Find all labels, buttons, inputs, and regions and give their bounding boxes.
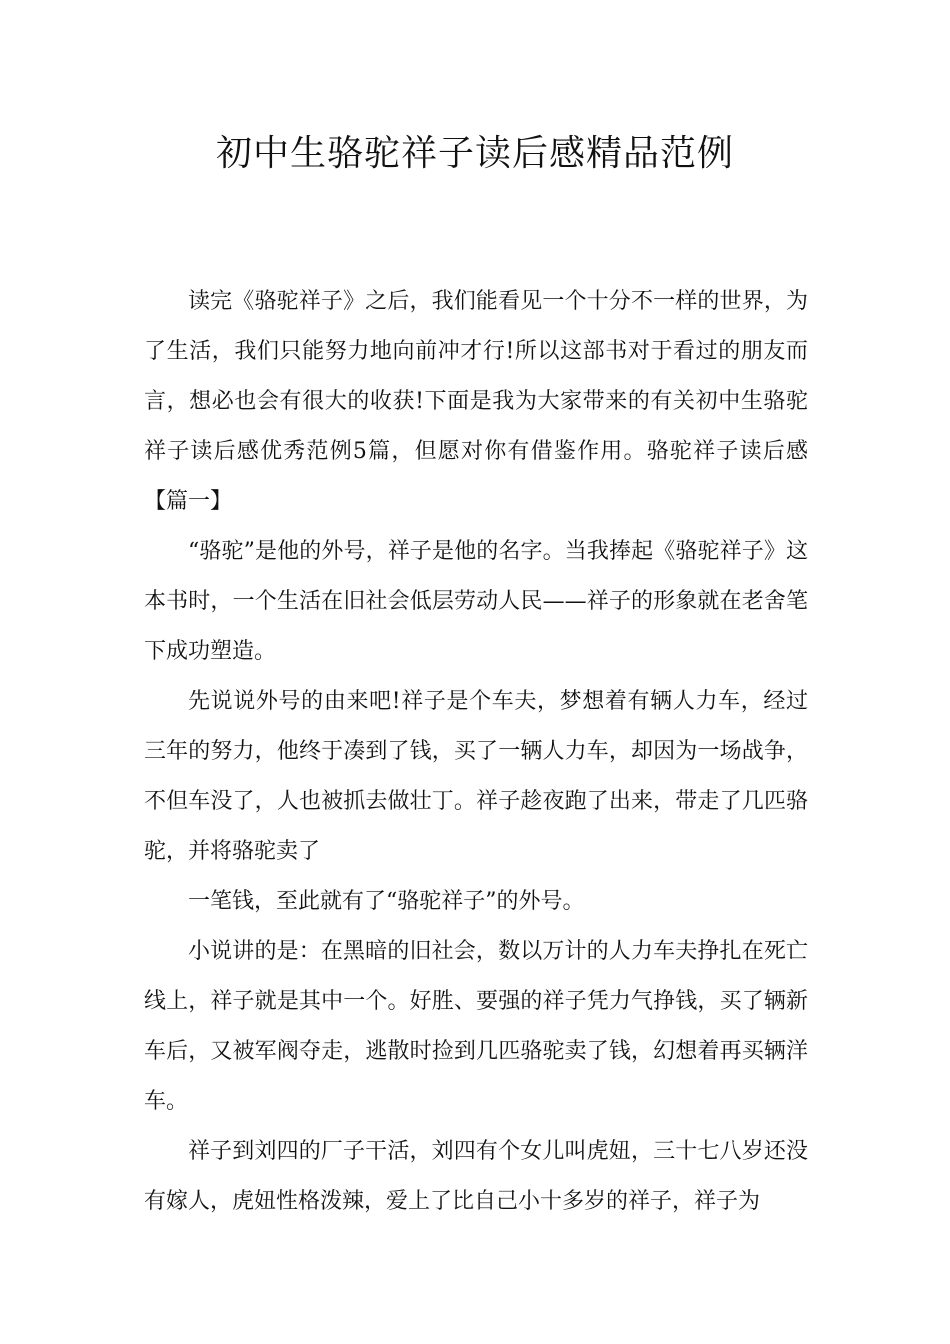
document-title: 初中生骆驼祥子读后感精品范例 [215,133,734,174]
paragraph-origin-continued: 一笔钱，至此就有了“骆驼祥子”的外号。 [188,889,585,914]
paragraph-origin: 先说说外号的由来吧!祥子是个车夫，梦想着有辆人力车，经过三年的努力，他终于凑到了钱，买了一辆人力车，却因为一场战争，不但车没了，人也被抓去做壮丁。祥子趁夜跑了出来，带走了几匹骆驼，并将骆驼卖了 [144,689,808,864]
paragraph-plot: 小说讲的是：在黑暗的旧社会，数以万计的人力车夫挣扎在死亡线上，祥子就是其中一个。好胜、要强的祥子凭力气挣钱，买了辆新车后，又被军阀夺走，逃散时捡到几匹骆驼卖了钱，幻想着再买辆洋车。 [144,939,808,1114]
paragraph-huniu: 祥子到刘四的厂子干活，刘四有个女儿叫虎妞，三十七八岁还没有嫁人，虎妞性格泼辣，爱上了比自己小十多岁的祥子，祥子为 [144,1139,808,1214]
paragraph-intro: 读完《骆驼祥子》之后，我们能看见一个十分不一样的世界，为了生活，我们只能努力地向前冲才行!所以这部书对于看过的朋友而言，想必也会有很大的收获!下面是我为大家带来的有关初中生骆驼祥子读后感优秀范例5篇，但愿对你有借鉴作用。骆驼祥子读后感【篇一】 [144,289,808,514]
document-body [144,277,808,1227]
paragraph-nickname: “骆驼”是他的外号，祥子是他的名字。当我捧起《骆驼祥子》这本书时，一个生活在旧社会低层劳动人民——祥子的形象就在老舍笔下成功塑造。 [144,539,808,664]
